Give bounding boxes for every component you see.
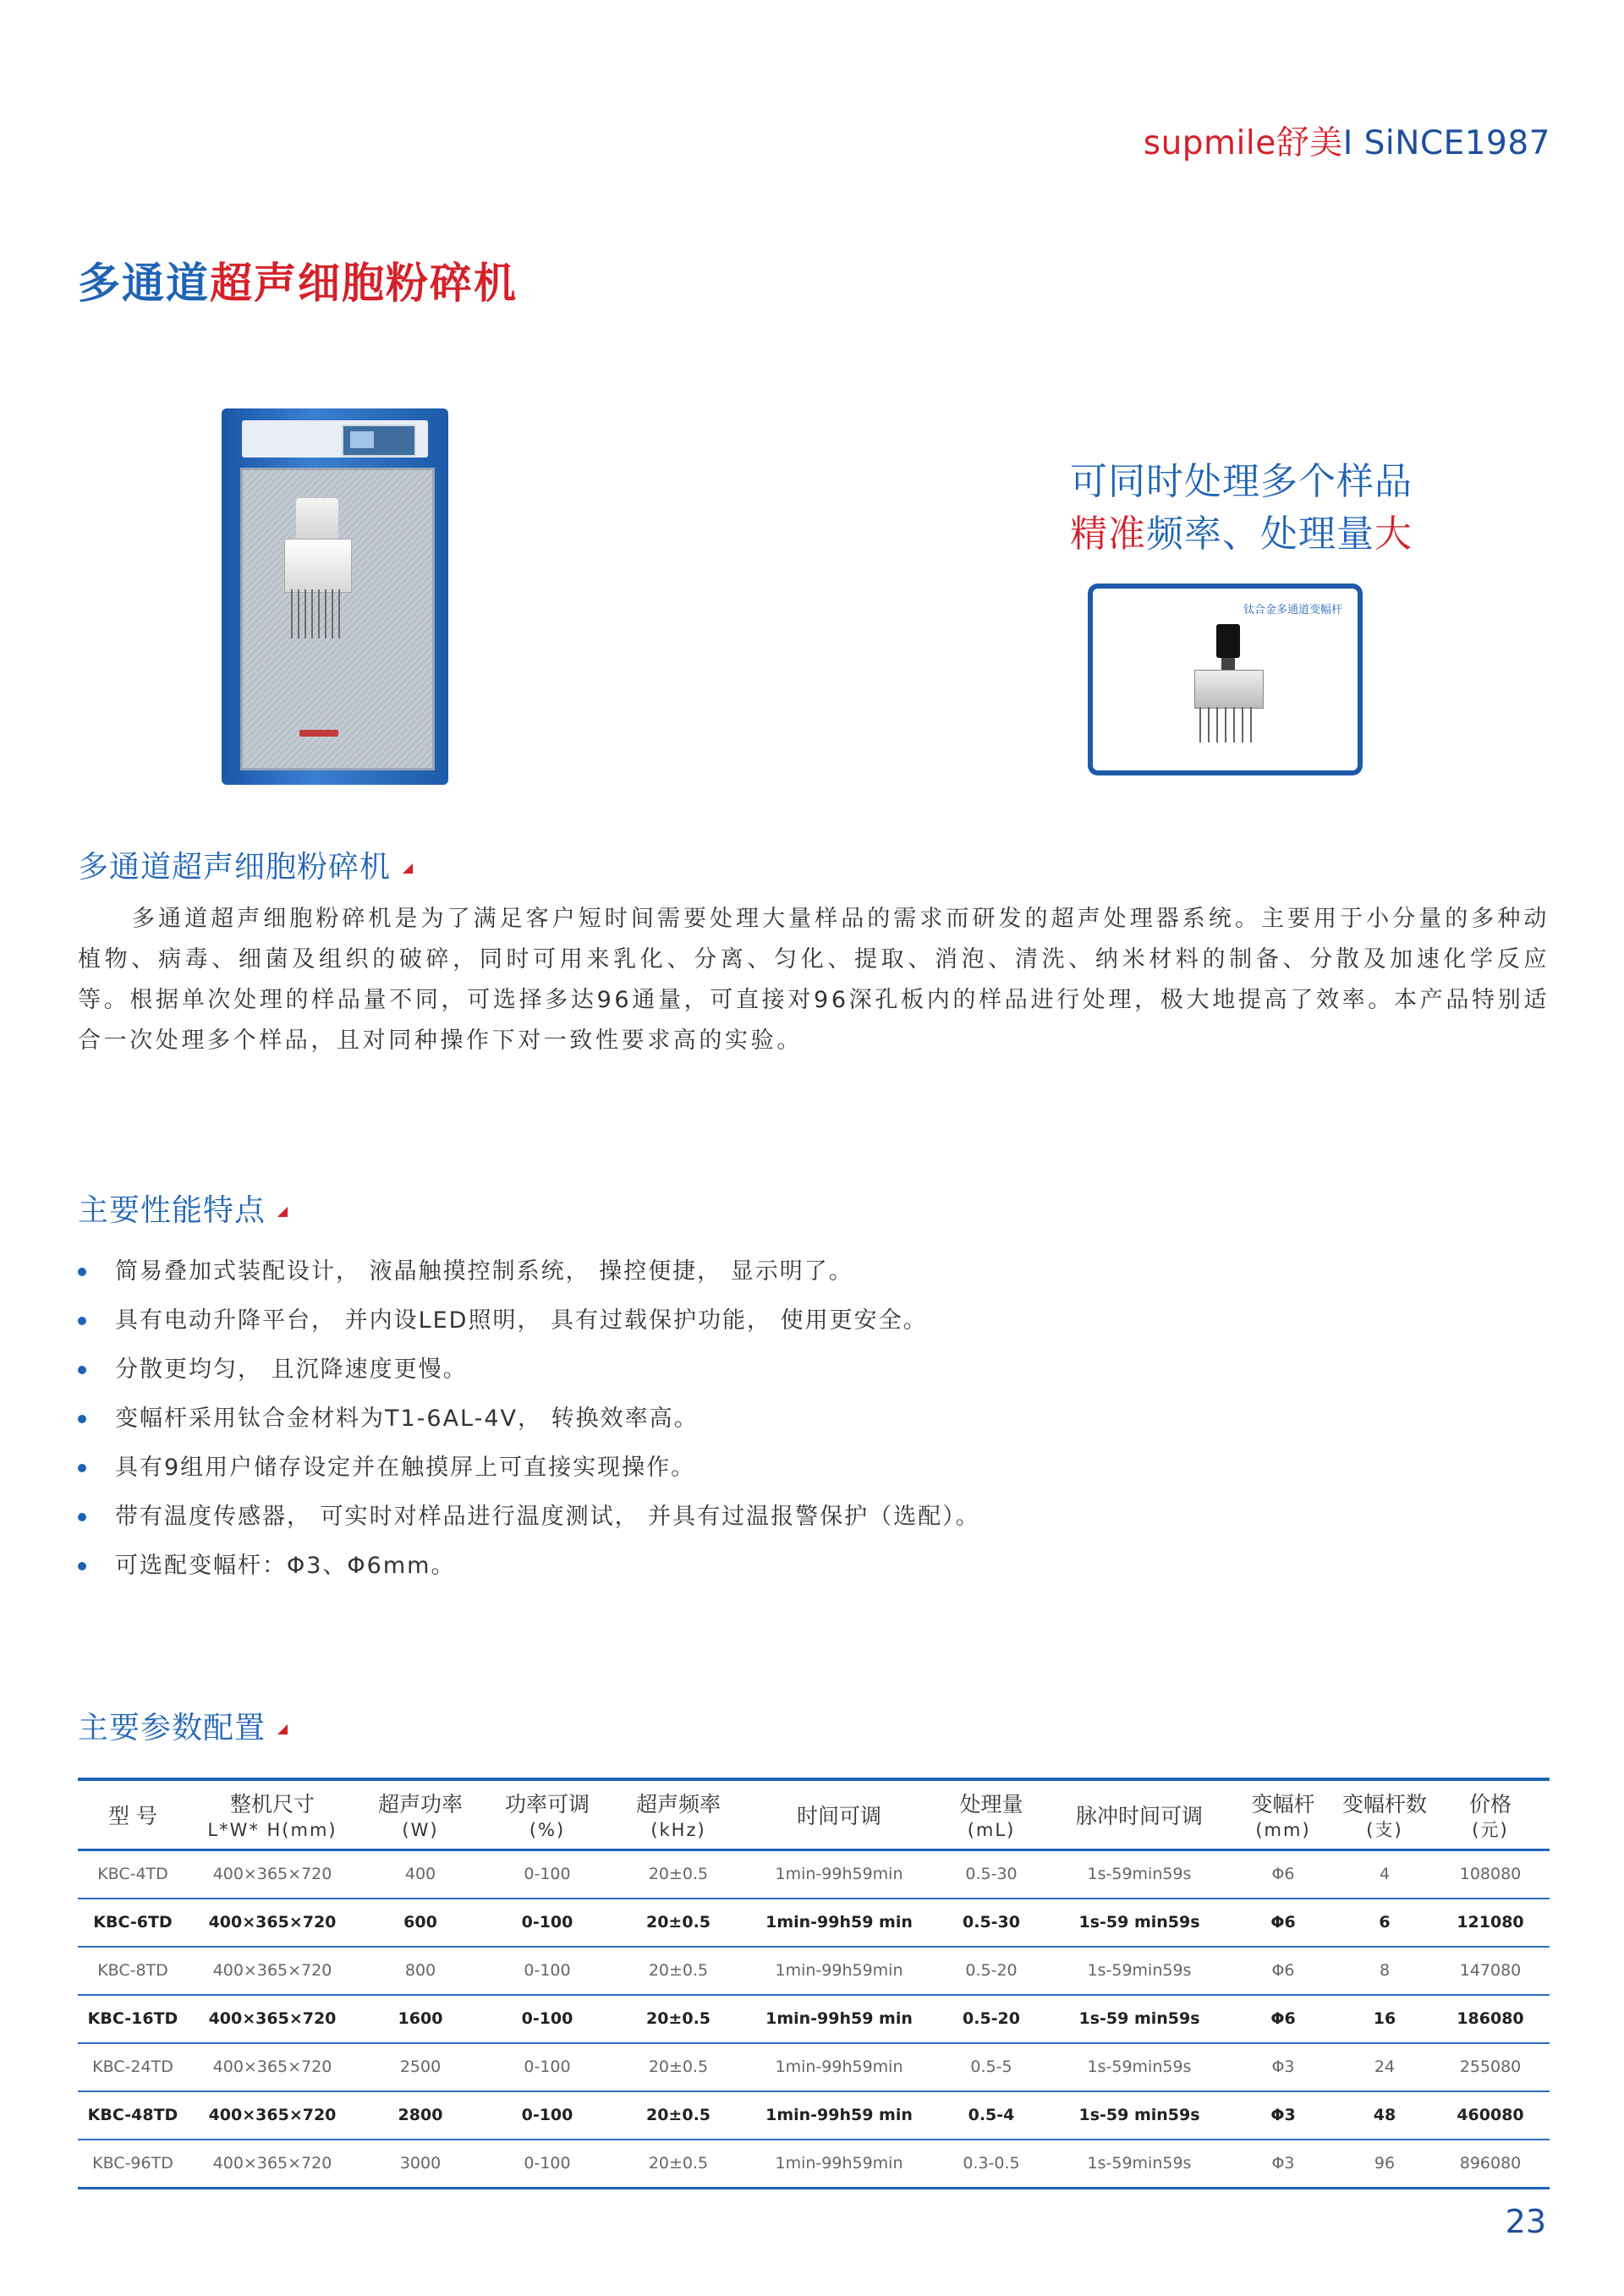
highlight-accurate: 精准 [1070, 512, 1146, 556]
table-cell: 0.5-30 [932, 1899, 1051, 1947]
table-cell: 255080 [1431, 2043, 1550, 2091]
table-cell: 1min-99h59 min [746, 1899, 932, 1947]
column-header: 超声功率 (W) [377, 1792, 463, 1840]
table-cell: 0.5-30 [932, 1849, 1051, 1899]
feature-item [78, 1345, 1516, 1395]
table-cell: 1min-99h59min [746, 2043, 932, 2091]
highlight-large: 大 [1374, 512, 1413, 556]
highlight-line-2 [990, 512, 1413, 556]
table-cell: 0-100 [484, 2043, 611, 2091]
lcd-screen [342, 425, 416, 457]
section-params-heading [78, 1713, 288, 1744]
table-cell: KBC-96TD [78, 2140, 188, 2189]
table-cell: Φ6 [1228, 1899, 1338, 1947]
table-cell: 0-100 [484, 1995, 611, 2043]
machine-logo [299, 730, 338, 737]
column-header: 价格 (元) [1468, 1792, 1512, 1840]
probe-caption: 钛合金多通道变幅杆 [1243, 604, 1342, 616]
column-header: 整机尺寸 L*W* H(mm) [207, 1792, 337, 1840]
brand-since: I SiNCE1987 [1342, 124, 1550, 162]
horn-shape [284, 539, 352, 593]
page-title [78, 259, 518, 308]
table-cell: 400×365×720 [188, 2043, 357, 2091]
intro-heading-text: 多通道超声细胞粉碎机 [78, 850, 392, 885]
table-cell: 400 [357, 1849, 484, 1899]
table-cell: Φ6 [1228, 1849, 1338, 1899]
table-cell: 400×365×720 [188, 1849, 357, 1899]
page-number: 23 [1505, 2203, 1546, 2240]
feature-text: 带有温度传感器， 可实时对样品进行温度测试， 并具有过温报警保护（选配）。 [115, 1504, 980, 1530]
table-cell: 1s-59min59s [1051, 1849, 1228, 1899]
table-cell: 400×365×720 [188, 1947, 357, 1995]
probe-head [1194, 670, 1264, 709]
table-cell: 1s-59 min59s [1051, 1899, 1228, 1947]
table-cell: 1s-59 min59s [1051, 1995, 1228, 2043]
table-cell: 400×365×720 [188, 1899, 357, 1947]
brand-header [1143, 124, 1550, 162]
table-row [78, 2140, 1550, 2189]
table-cell: 20±0.5 [611, 1849, 746, 1899]
table-cell: 600 [357, 1899, 484, 1947]
table-cell: 400×365×720 [188, 1995, 357, 2043]
table-cell: 121080 [1431, 1899, 1550, 1947]
table-cell: 1s-59min59s [1051, 2043, 1228, 2091]
highlight-line-1: 可同时处理多个样品 [1070, 460, 1413, 503]
feature-text: 具有电动升降平台， 并内设LED照明， 具有过载保护功能， 使用更安全。 [115, 1307, 928, 1334]
section-intro-heading [78, 852, 413, 883]
probe-image-box [1088, 584, 1363, 775]
bullet-icon [78, 1268, 86, 1276]
column-header: 处理量 (mL) [959, 1792, 1023, 1840]
table-cell: 0-100 [484, 1899, 611, 1947]
table-cell: 0-100 [484, 1849, 611, 1899]
table-cell: 1s-59min59s [1051, 2140, 1228, 2189]
table-cell: 108080 [1431, 1849, 1550, 1899]
table-cell: 4 [1338, 1849, 1431, 1899]
red-triangle-icon [277, 1207, 288, 1217]
table-cell: 20±0.5 [611, 2091, 746, 2140]
table-cell: 20±0.5 [611, 1995, 746, 2043]
table-cell: 96 [1338, 2140, 1431, 2189]
table-row [78, 2043, 1550, 2091]
table-cell: 48 [1338, 2091, 1431, 2140]
table-cell: 3000 [357, 2140, 484, 2189]
table-cell: 800 [357, 1947, 484, 1995]
feature-item [78, 1296, 1516, 1345]
table-cell: 1min-99h59 min [746, 1995, 932, 2043]
table-row [78, 1995, 1550, 2043]
table-cell: Φ3 [1228, 2091, 1338, 2140]
column-header: 超声频率 (kHz) [635, 1792, 721, 1840]
column-header: 变幅杆数 (支) [1341, 1792, 1427, 1840]
table-cell: KBC-16TD [78, 1995, 188, 2043]
table-cell: Φ3 [1228, 2140, 1338, 2189]
feature-item [78, 1395, 1516, 1444]
table-cell: 0.5-5 [932, 2043, 1051, 2091]
table-cell: 1s-59min59s [1051, 1947, 1228, 1995]
red-triangle-icon [277, 1724, 288, 1734]
product-image [222, 408, 448, 785]
bullet-icon [78, 1317, 86, 1325]
page-title-red: 超声细胞粉碎机 [210, 259, 518, 308]
table-cell: 0-100 [484, 2091, 611, 2140]
table-cell: 0-100 [484, 2140, 611, 2189]
table-cell: 1s-59 min59s [1051, 2091, 1228, 2140]
params-heading-text: 主要参数配置 [78, 1711, 266, 1745]
table-cell: 20±0.5 [611, 2043, 746, 2091]
intro-paragraph: 多通道超声细胞粉碎机是为了满足客户短时间需要处理大量样品的需求而研发的超声处理器系统。主要用于小分量的多种动植物、病毒、细菌及组织的破碎，同时可用来乳化、分离、匀化、提取、消泡、清洗、纳米材料的制备、分散及加速化学反应等。根据单次处理的样品量不同，可选择多达96通量，可直接对96深孔板内的样品进行处理，极大地提高了效率。本产品特别适合一次处理多个样品，且对同种操作下对一致性要求高的实验。 [78, 906, 1550, 1054]
table-cell: KBC-6TD [78, 1899, 188, 1947]
table-cell: 0.3-0.5 [932, 2140, 1051, 2189]
bullet-icon [78, 1366, 86, 1374]
feature-text: 可选配变幅杆：Φ3、Φ6mm。 [115, 1553, 456, 1579]
brand-name: supmile舒美 [1143, 124, 1343, 162]
feature-text: 具有9组用户储存设定并在触摸屏上可直接实现操作。 [115, 1455, 696, 1481]
table-cell: 1min-99h59min [746, 1849, 932, 1899]
table-cell: 1min-99h59min [746, 1947, 932, 1995]
table-cell: 400×365×720 [188, 2091, 357, 2140]
probe-tips [1199, 707, 1257, 743]
table-row [78, 1849, 1550, 1899]
feature-item [78, 1247, 1516, 1296]
table-cell: Φ6 [1228, 1947, 1338, 1995]
table-cell: 0-100 [484, 1947, 611, 1995]
table-cell: 400×365×720 [188, 2140, 357, 2189]
bullet-icon [78, 1415, 86, 1423]
bullet-icon [78, 1562, 86, 1570]
feature-text: 变幅杆采用钛合金材料为T1-6AL-4V， 转换效率高。 [115, 1406, 699, 1432]
transducer-shape [296, 498, 338, 540]
probe-neck [1221, 658, 1235, 670]
table-cell: 2500 [357, 2043, 484, 2091]
table-cell: 1min-99h59min [746, 2140, 932, 2189]
table-cell: 896080 [1431, 2140, 1550, 2189]
column-header: 脉冲时间可调 [1075, 1803, 1203, 1828]
column-header: 时间可调 [796, 1803, 881, 1828]
table-cell: 0.5-20 [932, 1995, 1051, 2043]
section-features-heading [78, 1193, 288, 1228]
table-cell: 1600 [357, 1995, 484, 2043]
table-cell: 2800 [357, 2091, 484, 2140]
bullet-icon [78, 1513, 86, 1521]
probe-pins [291, 589, 343, 638]
highlight-frequency: 频率、处理量 [1146, 512, 1374, 556]
table-cell: 20±0.5 [611, 1947, 746, 1995]
table-cell: 0.5-20 [932, 1947, 1051, 1995]
table-row [78, 1899, 1550, 1947]
table-cell: 16 [1338, 1995, 1431, 2043]
feature-list [78, 1247, 1516, 1591]
feature-text: 分散更均匀， 且沉降速度更慢。 [115, 1356, 468, 1383]
table-cell: 460080 [1431, 2091, 1550, 2140]
table-cell: 20±0.5 [611, 2140, 746, 2189]
table-header-row [78, 1779, 1550, 1849]
table-cell: 1min-99h59 min [746, 2091, 932, 2140]
table-cell: 8 [1338, 1947, 1431, 1995]
feature-item [78, 1542, 1516, 1591]
table-cell: 0.5-4 [932, 2091, 1051, 2140]
table-cell: KBC-24TD [78, 2043, 188, 2091]
feature-item [78, 1444, 1516, 1493]
params-table-body [78, 1849, 1550, 2188]
table-cell: 24 [1338, 2043, 1431, 2091]
table-cell: 147080 [1431, 1947, 1550, 1995]
probe-knob [1216, 624, 1240, 658]
feature-item [78, 1493, 1516, 1542]
table-cell: 20±0.5 [611, 1899, 746, 1947]
table-cell: KBC-4TD [78, 1849, 188, 1899]
table-cell: Φ6 [1228, 1995, 1338, 2043]
features-heading-text: 主要性能特点 [78, 1193, 266, 1228]
table-cell: 6 [1338, 1899, 1431, 1947]
column-header: 型 号 [108, 1803, 157, 1828]
table-cell: 186080 [1431, 1995, 1550, 2043]
bullet-icon [78, 1464, 86, 1472]
table-cell: Φ3 [1228, 2043, 1338, 2091]
params-table [78, 1778, 1550, 2189]
column-header: 变幅杆 (mm) [1251, 1792, 1315, 1840]
page-title-blue: 多通道 [78, 259, 210, 308]
feature-text: 简易叠加式装配设计， 液晶触摸控制系统， 操控便捷， 显示明了。 [115, 1258, 853, 1285]
table-cell: KBC-48TD [78, 2091, 188, 2140]
table-row [78, 1947, 1550, 1995]
table-cell: KBC-8TD [78, 1947, 188, 1995]
table-row [78, 2091, 1550, 2140]
column-header: 功率可调 (%) [504, 1792, 590, 1840]
red-triangle-icon [403, 863, 413, 874]
